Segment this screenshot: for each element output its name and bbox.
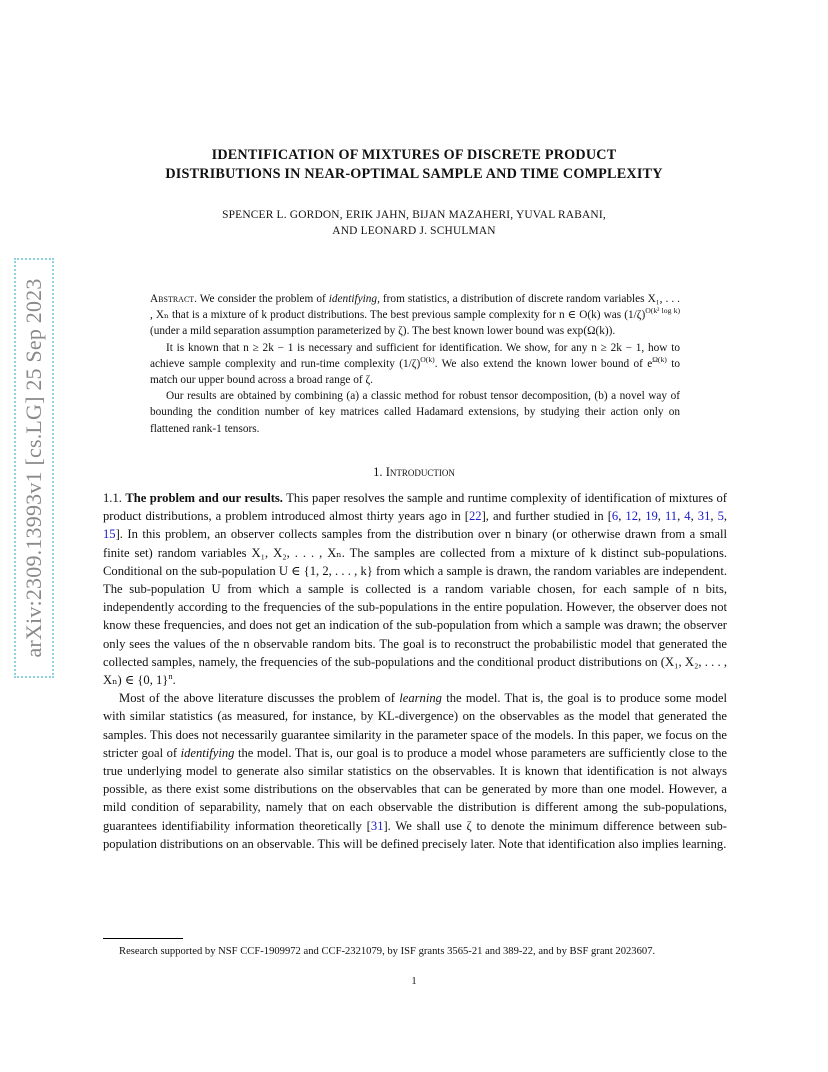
title-line-1: IDENTIFICATION OF MIXTURES OF DISCRETE PRODUCT	[211, 147, 617, 163]
citation-link[interactable]: 5	[717, 509, 724, 524]
authors-line-1: SPENCER L. GORDON, ERIK JAHN, BIJAN MAZAHERI, YUVAL RABANI,	[222, 209, 606, 221]
body-emphasis: learning	[399, 691, 442, 706]
body-paragraph-1: 1.1. The problem and our results. This paper resolves the sample and runtime complexity of identification of mixtures of product distributions, a problem introduced almost thirty years ago in [22], and further studied in [6, 12, 19, 11, 4, 31, 5, 15]. In this problem, an observer collects samples from the distribution over n binary (or otherwise drawn from a small finite set) random variables X₁, X₂, . . . , Xₙ. The samples are collected from a mixture of k distinct sub-populations. Conditional on the sub-population U ∈ {1, 2, . . . , k} from which a sample is drawn, the random variables are independent. The sub-population U from which a sample is collected is a random variable chosen, for each sample of n bits, independently according to the frequencies of the sub-populations in the entire population. However, the observer does not know these frequencies, and does not get an indication of the sub-population from which a sample was drawn; the observer only sees the values of the n observable random bits. The goal is to reconstruct the probabilistic model that generated the collected samples, namely, the frequencies of the sub-populations and the conditional product distributions on (X₁, X₂, . . . , Xₙ) ∈ {0, 1}$^n$.	[103, 491, 728, 688]
body-text-run: ]. We shall use ζ to denote the minimum difference between sub-population distributions on an observable. This will be defined precisely later. Note that identification also implies learning.	[103, 818, 727, 851]
author-list	[100, 208, 728, 239]
section-title: Introduction	[385, 465, 455, 479]
abstract-text: from statistics, a distribution of discrete random variables X₁, . . . , Xₙ that is a mixture of k product distributions. The best previous sample complexity for n ∈ O(k) was (1/ζ)	[150, 293, 680, 322]
body-text-run: This paper resolves the sample and runtime complexity of identification of mixtures of product distributions, a problem introduced almost thirty years ago in [	[103, 491, 727, 524]
subsection-title: The problem and our results.	[125, 491, 283, 505]
title-line-2: DISTRIBUTIONS IN NEAR-OPTIMAL SAMPLE AND TIME COMPLEXITY	[165, 166, 663, 182]
body-text	[103, 489, 727, 853]
abstract-exponent: O(k² log k)	[645, 306, 680, 316]
body-text-run: Most of the above literature discusses the problem of	[119, 691, 400, 706]
abstract-text: to match our upper bound across a broad range of ζ.	[150, 357, 680, 387]
citation-link[interactable]: 31	[697, 509, 711, 524]
abstract-paragraph-1	[150, 291, 680, 340]
abstract	[150, 291, 680, 437]
citation-link[interactable]: 19	[645, 509, 658, 524]
page-number: 1	[411, 976, 417, 987]
abstract-paragraph-2	[150, 340, 680, 389]
citation-link[interactable]: 31	[370, 818, 384, 833]
body-exponent: n	[168, 670, 173, 681]
citation-link[interactable]: 4	[684, 509, 691, 524]
abstract-exponent: O(k)	[420, 355, 435, 365]
abstract-text: It is known that n ≥ 2k − 1 is necessary and sufficient for identification. We show, for any n ≥ 2k − 1, how to achieve sample complexity and run-time complexity (1/ζ)	[150, 341, 680, 370]
arxiv-stamp	[14, 258, 54, 678]
citation-link[interactable]: 12	[625, 509, 638, 524]
citation-link[interactable]: 6	[611, 509, 619, 524]
abstract-text: We consider the problem of	[197, 293, 329, 305]
body-text-run: ], and further studied in [	[481, 509, 612, 524]
abstract-paragraph-3: Our results are obtained by combining (a) a classic method for robust tensor decomposition, (b) a novel way of bounding the condition number of key matrices called Hadamard extensions, by studying their action only on flattened rank-1 tensors.	[150, 390, 680, 435]
body-emphasis: identifying	[180, 745, 235, 760]
body-text-run: the model. That is, our goal is to produce a model whose parameters are sufficiently close to the true underlying model to generate also similar statistics on the observables. It is known that identification is not always possible, as there exist some distributions on the observables that can be generated by more than one model. However, a mild condition of separability, namely that on each observable the distribution is different among the sub-populations, guarantees identifiability information theoretically [	[103, 745, 727, 833]
body-text-run: .	[172, 673, 176, 688]
subsection-number: 1.1.	[103, 491, 122, 505]
abstract-text: (under a mild separation assumption parameterized by ζ). The best known lower bound was exp(Ω(k)).	[150, 325, 616, 338]
section-number: 1.	[373, 465, 383, 479]
footnote-rule	[103, 938, 183, 939]
arxiv-identifier: arXiv:2309.13993v1 [cs.LG] 25 Sep 2023	[21, 278, 46, 658]
citation-link[interactable]: 11	[664, 509, 678, 524]
abstract-emphasis: identifying,	[328, 293, 380, 305]
citation-link[interactable]: 22	[468, 509, 482, 524]
body-text-run: the model. That is, the goal is to produce some model with similar statistics (as measured, for instance, by KL-divergence) on the observables as the model that generated the samples. This does not necessarily guarantee similarity in the parameter space of the models. In this paper, we focus on the stricter goal of	[103, 691, 727, 760]
citation-link[interactable]: 15	[103, 527, 116, 542]
footnote: Research supported by NSF CCF-1909972 and CCF-2321079, by ISF grants 3565-21 and 389-22, and by BSF grant 2023607.	[119, 946, 656, 957]
paper-title	[100, 146, 728, 184]
abstract-exponent: Ω(k)	[652, 355, 667, 365]
body-paragraph-2	[103, 689, 727, 853]
abstract-label: Abstract.	[150, 293, 197, 305]
abstract-text: . We also extend the known lower bound of e	[434, 357, 653, 370]
authors-line-2: AND LEONARD J. SCHULMAN	[332, 224, 496, 237]
body-text-run: ]. In this problem, an observer collects samples from the distribution over n binary (or otherwise drawn from a small finite set) random variables X₁, X₂, . . . , Xₙ. The samples are collected from a mixture of k distinct sub-populations. Conditional on the sub-population U ∈ {1, 2, . . . , k} from which a sample is drawn, the random variables are independent. The sub-population U from which a sample is collected is a random variable chosen, for each sample of n bits, independently according to the frequencies of the sub-populations in the entire population. However, the observer does not know these frequencies, and does not get an indication of the sub-population from which a sample was drawn; the observer only sees the values of the n observable random bits. The goal is to reconstruct the probabilistic model that generated the collected samples, namely, the frequencies of the sub-populations and the conditional product distributions on (X₁, X₂, . . . , Xₙ) ∈ {0, 1}	[103, 527, 727, 688]
section-heading	[100, 465, 728, 480]
